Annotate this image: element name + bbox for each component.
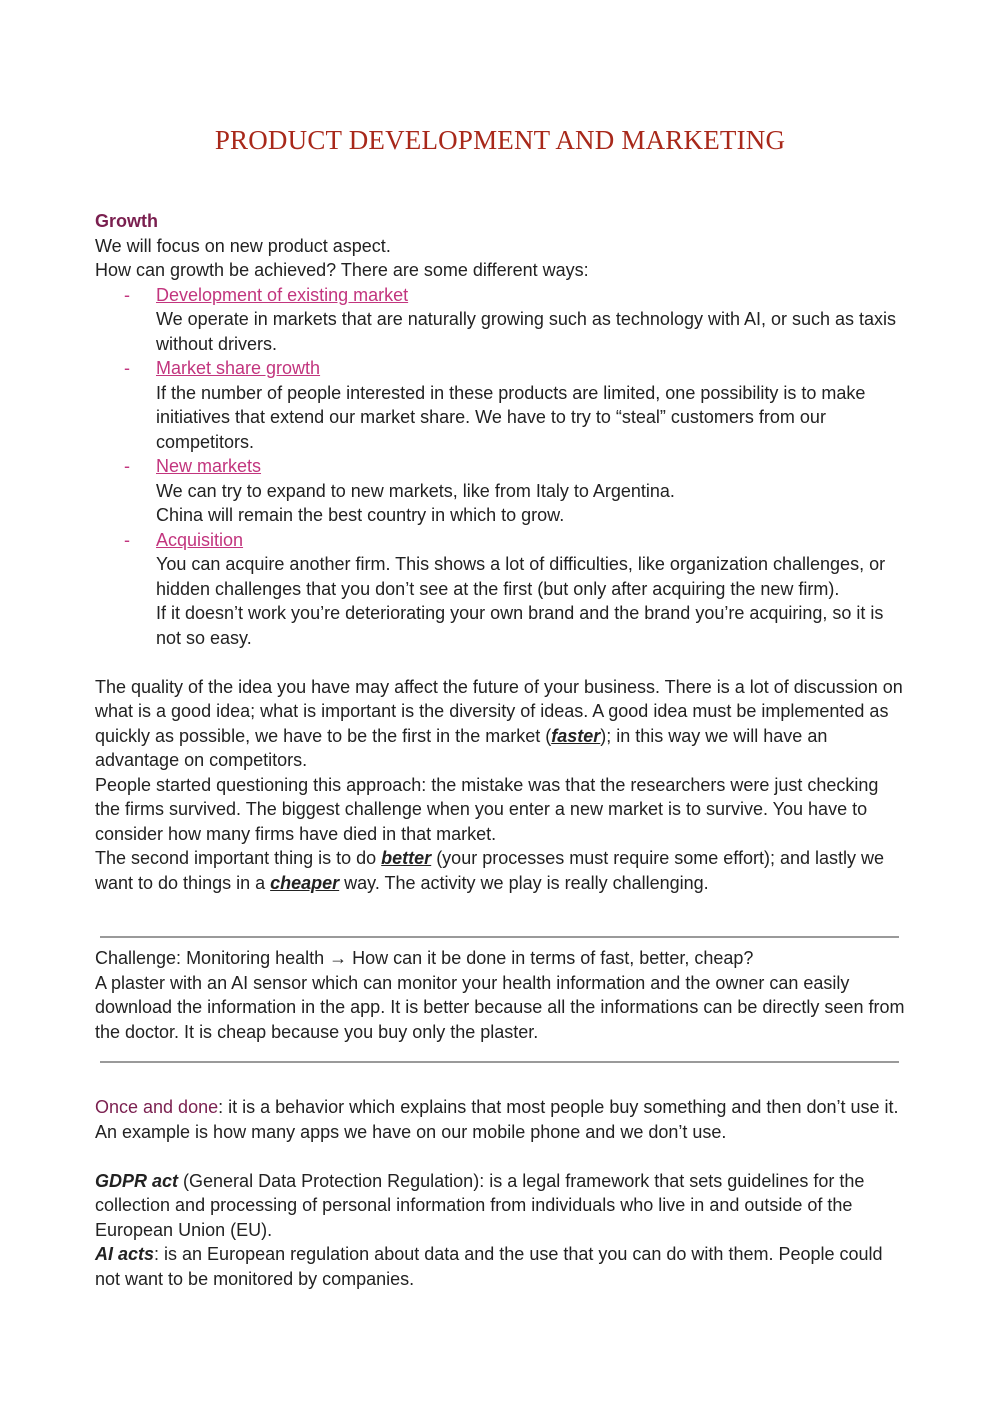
paragraph-ai-acts [95, 1242, 907, 1291]
text-run: The quality of the idea you have may affect the future of your business. There is a lot of discussion on what is a good idea; what is important is the diversity of ideas. A good idea must be implemented as quickly as possible, we have to be the first in the market ( [95, 676, 903, 746]
text-run: ); in this way we will have an advantage on competitors. [95, 725, 828, 770]
link-market-share-growth[interactable]: Market share growth [156, 358, 321, 378]
spacer [95, 895, 907, 936]
term-ai-acts: AI acts [95, 1244, 155, 1264]
page-title: PRODUCT DEVELOPMENT AND MARKETING [214, 125, 786, 155]
challenge-question: Challenge: Monitoring health → How can it be done in terms of fast, better, cheap? [95, 948, 754, 968]
list-item-text: China will remain the best country in which to grow. [156, 505, 565, 525]
list-item-acquisition [95, 528, 907, 651]
list-item-market-share [95, 356, 907, 454]
paragraph-questioning: People started questioning this approach: the mistake was that the researchers were just checking the firms survived. The biggest challenge when you enter a new market is to survive. You have to consider how many firms have died in that market. [95, 774, 879, 844]
term-once-and-done: Once and done [95, 1097, 219, 1117]
list-item-text: If it doesn’t work you’re deteriorating your own brand and the brand you’re acquiring, so it is not so easy. [156, 603, 884, 648]
growth-list [95, 283, 907, 651]
challenge-answer: A plaster with an AI sensor which can monitor your health information and the owner can easily download the information in the app. It is better because all the informations can be directly seen from the doctor. It is cheap because you buy only the plaster. [95, 972, 905, 1042]
spacer [95, 1063, 907, 1095]
link-new-markets[interactable]: New markets [156, 456, 262, 476]
spacer [95, 1144, 907, 1169]
section-heading-growth: Growth [95, 211, 158, 231]
list-item-text: We operate in markets that are naturally growing such as technology with AI, or such as taxis without drivers. [156, 309, 897, 354]
paragraph-idea-quality [95, 675, 907, 773]
text-run: : is an European regulation about data and the use that you can do with them. People could not want to be monitored by companies. [95, 1244, 883, 1289]
link-acquisition[interactable]: Acquisition [156, 529, 244, 550]
paragraph-gdpr [95, 1169, 907, 1243]
bullet-dash: - [124, 358, 130, 378]
spacer [95, 938, 907, 946]
list-item-text: You can acquire another firm. This shows a lot of difficulties, like organization challenges, or hidden challenges that you don’t see at the first (but only after acquiring the new firm). [156, 554, 886, 599]
emphasis-better: better [381, 848, 432, 868]
text-run: (General Data Protection Regulation): is a legal framework that sets guidelines for the collection and processing of personal information from individuals who live in and outside of the European Union (EU). [95, 1170, 865, 1240]
spacer [95, 650, 907, 675]
list-item-text: If the number of people interested in these products are limited, one possibility is to make initiatives that extend our market share. We have to try to “steal” customers from our competitors. [156, 382, 866, 452]
text-run: way. The activity we play is really challenging. [339, 872, 709, 893]
growth-intro-1: We will focus on new product aspect. [95, 235, 391, 256]
bullet-dash: - [124, 284, 130, 305]
growth-intro-2: How can growth be achieved? There are some different ways: [95, 260, 589, 280]
list-item-existing-market [95, 283, 907, 357]
link-development-existing-market[interactable]: Development of existing market [156, 284, 409, 305]
paragraph-better-cheaper [95, 846, 907, 895]
text-run: (your processes must require some effort); and lastly we want to do things in a [95, 848, 885, 893]
text-run: The second important thing is to do [95, 848, 382, 868]
text-run: : it is a behavior which explains that most people buy something and then don’t use it. An example is how many apps we have on our mobile phone and we don’t use. [95, 1097, 899, 1142]
list-item-text: We can try to expand to new markets, like from Italy to Argentina. [156, 480, 675, 501]
bullet-dash: - [124, 529, 130, 550]
list-item-new-markets [95, 454, 907, 528]
bullet-dash: - [124, 456, 130, 476]
paragraph-once-and-done [95, 1095, 907, 1144]
document-body [95, 209, 907, 1291]
spacer [95, 1044, 907, 1061]
emphasis-cheaper: cheaper [270, 872, 340, 893]
emphasis-faster: faster [551, 725, 601, 746]
term-gdpr-act: GDPR act [95, 1170, 179, 1191]
